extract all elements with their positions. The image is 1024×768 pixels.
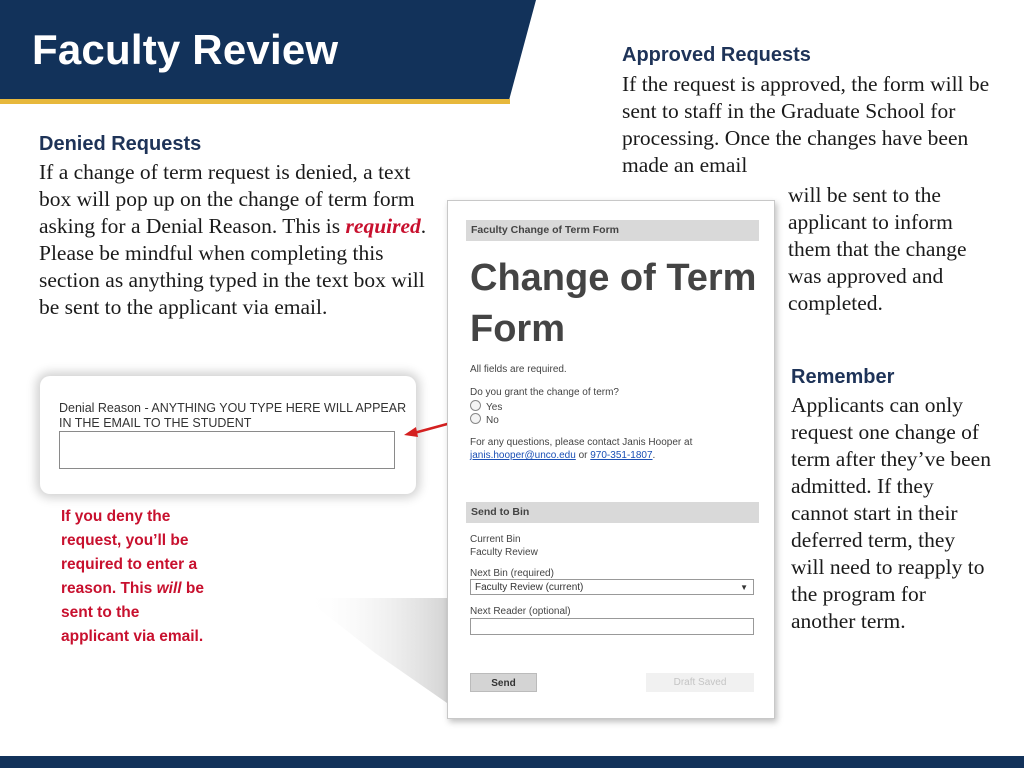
- change-of-term-form: [447, 200, 775, 719]
- denied-text-after: . Please be mindful when completing this section as anything typed in the text box will be sent to the applicant via email.: [39, 214, 427, 319]
- required-emphasis: required: [345, 214, 421, 238]
- deny-note-part2: be sent to the applicant via email.: [61, 580, 205, 645]
- option-yes-label: Yes: [486, 402, 503, 413]
- denial-reason-textbox[interactable]: [59, 431, 395, 469]
- current-bin-label: Current Bin: [470, 534, 521, 545]
- deny-note: [61, 505, 211, 649]
- radio-button-icon[interactable]: [470, 400, 481, 411]
- denied-requests-section: [39, 133, 439, 321]
- send-button[interactable]: Send: [470, 673, 537, 692]
- next-bin-label: Next Bin (required): [470, 568, 554, 579]
- approved-requests-section: [622, 44, 992, 315]
- remember-section: [791, 366, 991, 635]
- next-bin-select[interactable]: [470, 579, 754, 595]
- approved-text-part1: If the request is approved, the form will be sent to staff in the Graduate School for processing. Once the changes have been made an email: [622, 72, 990, 177]
- form-title: Change of Term Form: [470, 257, 757, 350]
- dropdown-caret-icon[interactable]: ▼: [740, 583, 748, 592]
- next-reader-label: Next Reader (optional): [470, 606, 571, 617]
- deny-note-emphasis: will: [156, 580, 182, 597]
- contact-end: .: [652, 450, 656, 461]
- remember-heading: Remember: [791, 366, 895, 388]
- denied-heading: Denied Requests: [39, 133, 202, 155]
- denial-reason-snippet: [40, 376, 416, 494]
- contact-or: or: [578, 450, 588, 461]
- header-banner: [0, 0, 540, 104]
- footer-bar: [0, 756, 1024, 768]
- contact-email-link[interactable]: janis.hooper@unco.edu: [470, 450, 576, 461]
- option-no-label: No: [486, 415, 499, 426]
- radio-button-icon[interactable]: [470, 413, 481, 424]
- denial-reason-label: Denial Reason - ANYTHING YOU TYPE HERE WILL APPEAR IN THE EMAIL TO THE STUDENT: [59, 401, 407, 430]
- denied-text: [39, 159, 439, 321]
- contact-text: For any questions, please contact Janis Hooper at: [470, 437, 693, 448]
- send-to-bin-bar: Send to Bin: [466, 502, 759, 523]
- form-header-bar: Faculty Change of Term Form: [466, 220, 759, 241]
- page-title: Faculty Review: [32, 26, 339, 73]
- option-no[interactable]: [470, 413, 499, 427]
- approved-heading: Approved Requests: [622, 44, 811, 66]
- remember-text: Applicants can only request one change of term after they’ve been admitted. If they cannot start in their deferred term, they will need to reapply to the program for another term.: [791, 393, 991, 633]
- approved-text-part2: will be sent to the applicant to inform them that the change was approved and completed.: [788, 183, 967, 315]
- form-shadow: [305, 598, 465, 708]
- required-note: All fields are required.: [470, 364, 567, 375]
- contact-info: [470, 436, 760, 462]
- next-reader-input[interactable]: [470, 618, 754, 635]
- draft-saved-status: Draft Saved: [646, 673, 754, 692]
- contact-phone-link[interactable]: 970-351-1807: [590, 450, 653, 461]
- current-bin-value: Faculty Review: [470, 547, 538, 558]
- grant-question: Do you grant the change of term?: [470, 387, 619, 398]
- denied-text-before: If a change of term request is denied, a text box will pop up on the change of term form asking for a Denial Reason. This is: [39, 160, 415, 238]
- deny-note-part1: If you deny the request, you’ll be required to enter a reason. This: [61, 508, 198, 597]
- next-bin-value: Faculty Review (current): [475, 582, 584, 593]
- option-yes[interactable]: [470, 400, 502, 414]
